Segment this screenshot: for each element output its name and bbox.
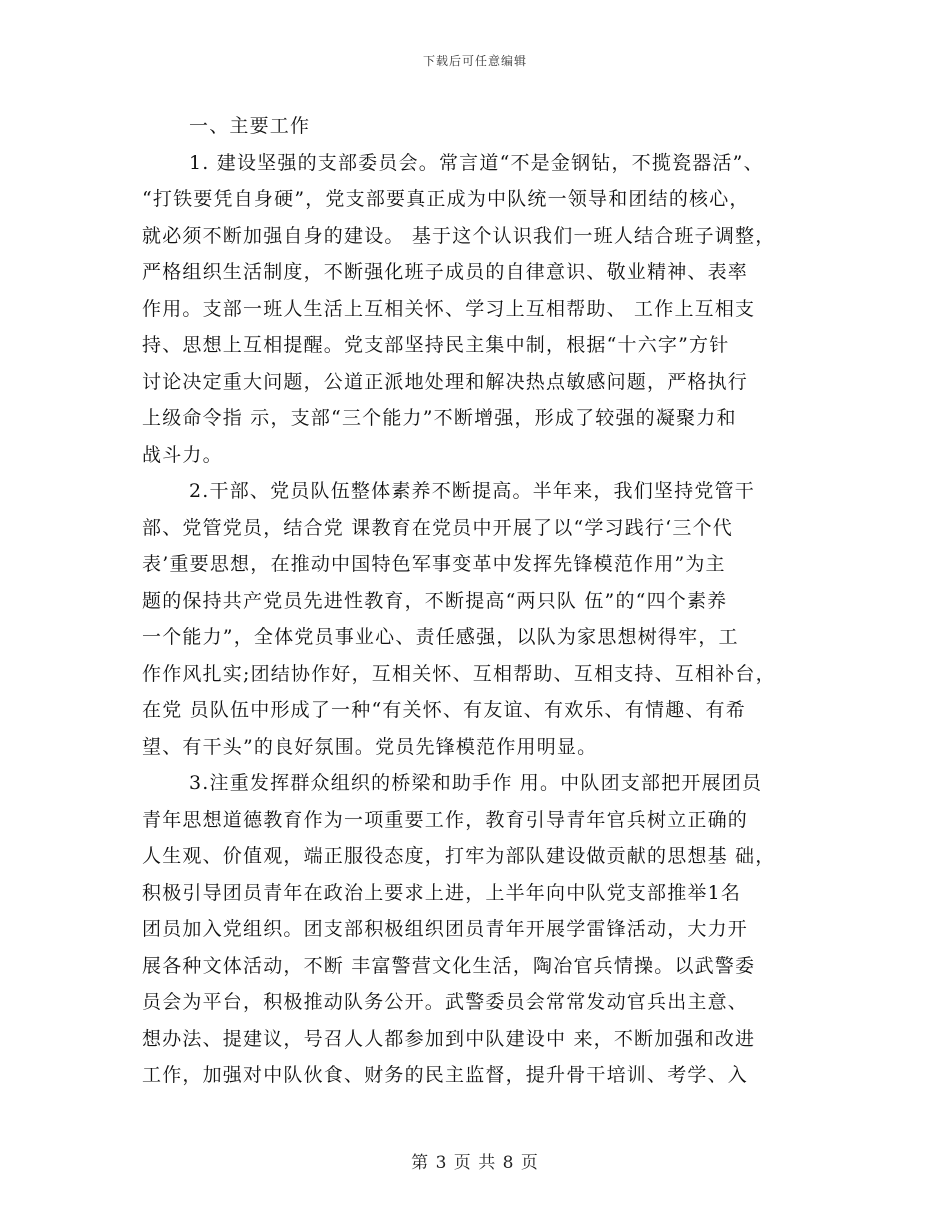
text-line: 题的保持共产党员先进性教育，不断提高“两只队 伍”的“四个素养 (142, 589, 728, 612)
text-line: 2.干部、党员队伍整体素养不断提高。半年来，我们坚持党管干 (189, 480, 755, 502)
page-number-footer: 第 3 页 共 8 页 (411, 1153, 539, 1173)
text-line: 青年思想道德教育作为一项重要工作，教育引导青年官兵树立正确的 (142, 808, 749, 831)
text-line: 在党 员队伍中形成了一种“有关怀、有友谊、有欢乐、有情趣、有希 (142, 699, 746, 721)
text-line: 3.注重发挥群众组织的桥梁和助手作 用。中队团支部把开展团员 (189, 772, 763, 794)
text-line: 持、思想上互相提醒。党支部坚持民主集中制，根据“十六字”方针 (142, 334, 730, 356)
text-line: 战斗力。 (142, 443, 223, 466)
text-line: 就必须不断加强自身的建设。 基于这个认识我们一班人结合班子调整， (142, 224, 776, 247)
text-line: 严格组织生活制度，不断强化班子成员的自律意识、敬业精神、表率 (142, 261, 749, 283)
text-line: 一个能力”，全体党员事业心、责任感强，以队为家思想树得牢，工 (142, 626, 739, 648)
text-line: 作用。支部一班人生活上互相关怀、学习上互相帮助、 工作上互相支 (142, 297, 756, 320)
text-line: 团员加入党组织。团支部积极组织团员青年开展学雷锋活动，大力开 (142, 918, 749, 940)
text-line: 讨论决定重大问题，公道正派地处理和解决热点敏感问题，严格执行 (142, 370, 749, 393)
text-line: 员会为平台，积极推动队务公开。武警委员会常常发动官兵出主意、 (142, 991, 749, 1013)
text-line: 人生观、价值观，端正服役态度，打牢为部队建设做贡献的思想基 础， (142, 845, 776, 867)
text-line: 上级命令指 示，支部“三个能力”不断增强，形成了较强的凝聚力和 (142, 407, 737, 429)
text-line: 表’重要思想，在推动中国特色军事变革中发挥先锋模范作用”为主 (142, 553, 726, 575)
text-line: 望、有干头”的良好氛围。党员先锋模范作用明显。 (142, 735, 598, 758)
document-body (142, 108, 822, 1094)
text-line: 1. 建设坚强的支部委员会。常言道“不是金钢钻，不揽瓷器活”、 (189, 151, 764, 174)
text-line: 一、主要工作 (189, 115, 311, 137)
text-line: 作作风扎实;团结协作好，互相关怀、互相帮助、互相支持、互相补台， (142, 662, 776, 685)
page-header: 下载后可任意编辑 (422, 54, 527, 68)
text-line: 部、党管党员，结合党 课教育在党员中开展了以“学习践行‘三个代 (142, 516, 733, 539)
text-line: 展各种文体活动，不断 丰富警营文化生活，陶冶官兵情操。以武警委 (142, 954, 756, 977)
text-line: 想办法、提建议，号召人人都参加到中队建设中 来，不断加强和改进 (142, 1027, 756, 1050)
text-line: 积极引导团员青年在政治上要求上进，上半年向中队党支部推举1名 (142, 881, 742, 904)
text-line: “打铁要凭自身硬”，党支部要真正成为中队统一领导和团结的核心， (142, 188, 750, 210)
text-line: 工作，加强对中队伙食、财务的民主监督，提升骨干培训、考学、入 (142, 1064, 749, 1086)
